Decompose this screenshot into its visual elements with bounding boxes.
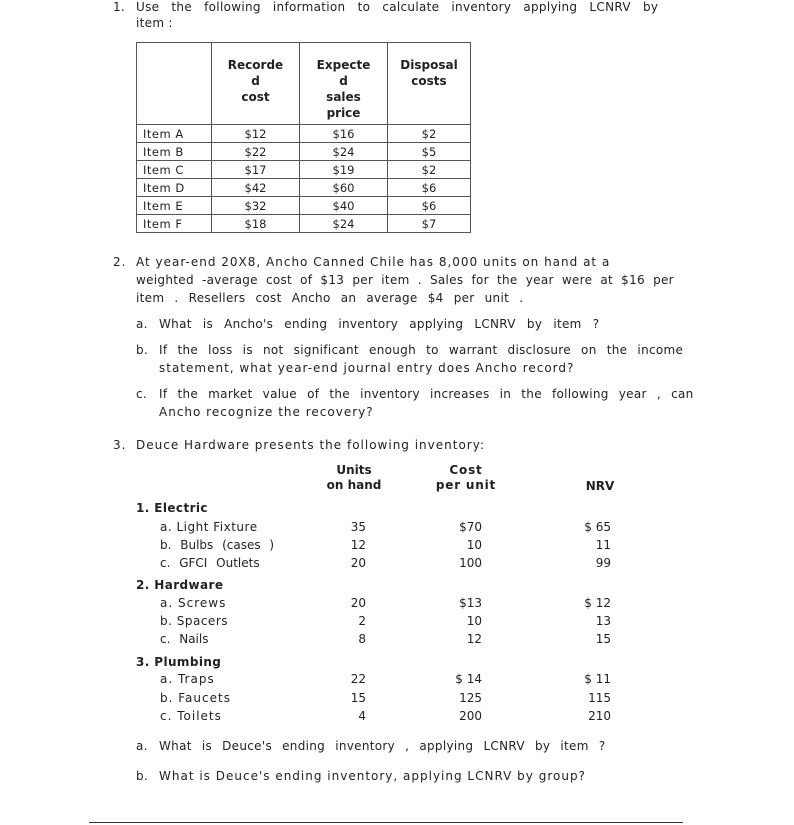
cost-cell: 200 — [459, 709, 482, 723]
units-cell: 35 — [350, 520, 366, 534]
list-item: a. Screws — [160, 596, 227, 610]
disposal-cell: $7 — [388, 215, 471, 233]
cost-cell: 12 — [466, 632, 482, 646]
q2b-text-line1: If the loss is not significant enough to warrant disclosure on the income — [159, 343, 684, 357]
q3-header-cost: Cost per unit — [435, 463, 497, 492]
nrv-cell: 11 — [595, 538, 611, 552]
price-cell: $40 — [300, 197, 388, 215]
list-item: b. Faucets — [160, 691, 231, 705]
units-cell: 12 — [350, 538, 366, 552]
q2c-text-line1: If the market value of the inventory increases in the following year , can — [159, 387, 694, 401]
cost-cell: $22 — [212, 143, 300, 161]
disposal-cell: $2 — [388, 125, 471, 143]
cost-cell: 100 — [459, 556, 482, 570]
q3b-text: What is Deuce's ending inventory, applying LCNRV by group? — [159, 769, 586, 783]
item-cell: Item D — [137, 179, 212, 197]
list-item: c. Nails — [160, 632, 209, 646]
nrv-cell: 115 — [588, 691, 611, 705]
cost-cell: $42 — [212, 179, 300, 197]
table-row — [137, 161, 471, 179]
cost-cell: 10 — [466, 538, 482, 552]
q3a-text: What is Deuce's ending inventory , applying LCNRV by item ? — [159, 739, 606, 753]
q3-intro: Deuce Hardware presents the following inventory: — [136, 438, 486, 452]
q2-text-line1: At year-end 20X8, Ancho Canned Chile has 8,000 units on hand at a — [136, 255, 611, 269]
disposal-cell: $6 — [388, 179, 471, 197]
item-cell: Item E — [137, 197, 212, 215]
price-cell: $24 — [300, 143, 388, 161]
q1-header-empty — [137, 43, 212, 125]
price-cell: $19 — [300, 161, 388, 179]
q1-header-expected-price: Expecte d sales price — [300, 43, 388, 125]
q2a-label: a. — [136, 317, 148, 331]
list-item: b. Bulbs (cases ) — [160, 538, 275, 552]
table-row — [137, 179, 471, 197]
cost-cell: 125 — [459, 691, 482, 705]
nrv-cell: 15 — [595, 632, 611, 646]
units-cell: 4 — [358, 709, 366, 723]
item-cell: Item B — [137, 143, 212, 161]
q2c-text-line2: Ancho recognize the recovery? — [159, 405, 374, 419]
units-cell: 2 — [358, 614, 366, 628]
q3-group-plumbing: 3. Plumbing — [136, 655, 222, 669]
q2a-text: What is Ancho's ending inventory applying LCNRV by item ? — [159, 317, 600, 331]
q2b-label: b. — [136, 343, 149, 357]
q2-text-line2: weighted -average cost of $13 per item . Sales for the year were at $16 per — [136, 273, 674, 287]
q1-text-line2: item : — [136, 16, 173, 30]
disposal-cell: $2 — [388, 161, 471, 179]
table-row — [137, 215, 471, 233]
q2b-text-line2: statement, what year-end journal entry does Ancho record? — [159, 361, 575, 375]
cost-cell: $70 — [459, 520, 482, 534]
q3-number: 3. — [113, 438, 127, 452]
q3-header-units: Units on hand — [326, 463, 382, 492]
list-item: c. GFCI Outlets — [160, 556, 260, 570]
list-item: a. Light Fixture — [160, 520, 258, 534]
q2c-label: c. — [136, 387, 148, 401]
cost-cell: $12 — [212, 125, 300, 143]
item-cell: Item F — [137, 215, 212, 233]
q3b-label: b. — [136, 769, 149, 783]
cost-cell: $32 — [212, 197, 300, 215]
q1-header-recorded-cost: Recorde d cost — [212, 43, 300, 125]
q1-number: 1. — [113, 0, 126, 14]
bottom-divider — [89, 822, 683, 823]
q1-text-line1: Use the following information to calculate inventory applying LCNRV by — [136, 0, 659, 14]
item-cell: Item A — [137, 125, 212, 143]
item-cell: Item C — [137, 161, 212, 179]
price-cell: $24 — [300, 215, 388, 233]
nrv-cell: 210 — [588, 709, 611, 723]
cost-cell: $18 — [212, 215, 300, 233]
cost-cell: $ 14 — [455, 672, 482, 686]
nrv-cell: $ 11 — [584, 672, 611, 686]
nrv-cell: 13 — [595, 614, 611, 628]
cost-cell: $13 — [459, 596, 482, 610]
list-item: c. Toilets — [160, 709, 222, 723]
units-cell: 20 — [350, 556, 366, 570]
q1-table — [136, 42, 471, 233]
q2-number: 2. — [113, 255, 127, 269]
units-cell: 15 — [350, 691, 366, 705]
list-item: a. Traps — [160, 672, 215, 686]
nrv-cell: 99 — [595, 556, 611, 570]
disposal-cell: $5 — [388, 143, 471, 161]
disposal-cell: $6 — [388, 197, 471, 215]
price-cell: $60 — [300, 179, 388, 197]
units-cell: 22 — [350, 672, 366, 686]
table-row — [137, 143, 471, 161]
table-row — [137, 197, 471, 215]
q3a-label: a. — [136, 739, 148, 753]
q1-header-disposal-costs: Disposal costs — [388, 43, 471, 125]
price-cell: $16 — [300, 125, 388, 143]
q2-text-line3: item . Resellers cost Ancho an average $4 per unit . — [136, 291, 524, 305]
nrv-cell: $ 12 — [584, 596, 611, 610]
q1-table-header-row — [137, 43, 471, 125]
table-row — [137, 125, 471, 143]
q3-group-hardware: 2. Hardware — [136, 578, 224, 592]
q3-header-nrv: NRV — [585, 479, 615, 493]
nrv-cell: $ 65 — [584, 520, 611, 534]
units-cell: 20 — [350, 596, 366, 610]
list-item: b. Spacers — [160, 614, 228, 628]
q3-group-electric: 1. Electric — [136, 501, 208, 515]
units-cell: 8 — [358, 632, 366, 646]
cost-cell: $17 — [212, 161, 300, 179]
cost-cell: 10 — [466, 614, 482, 628]
